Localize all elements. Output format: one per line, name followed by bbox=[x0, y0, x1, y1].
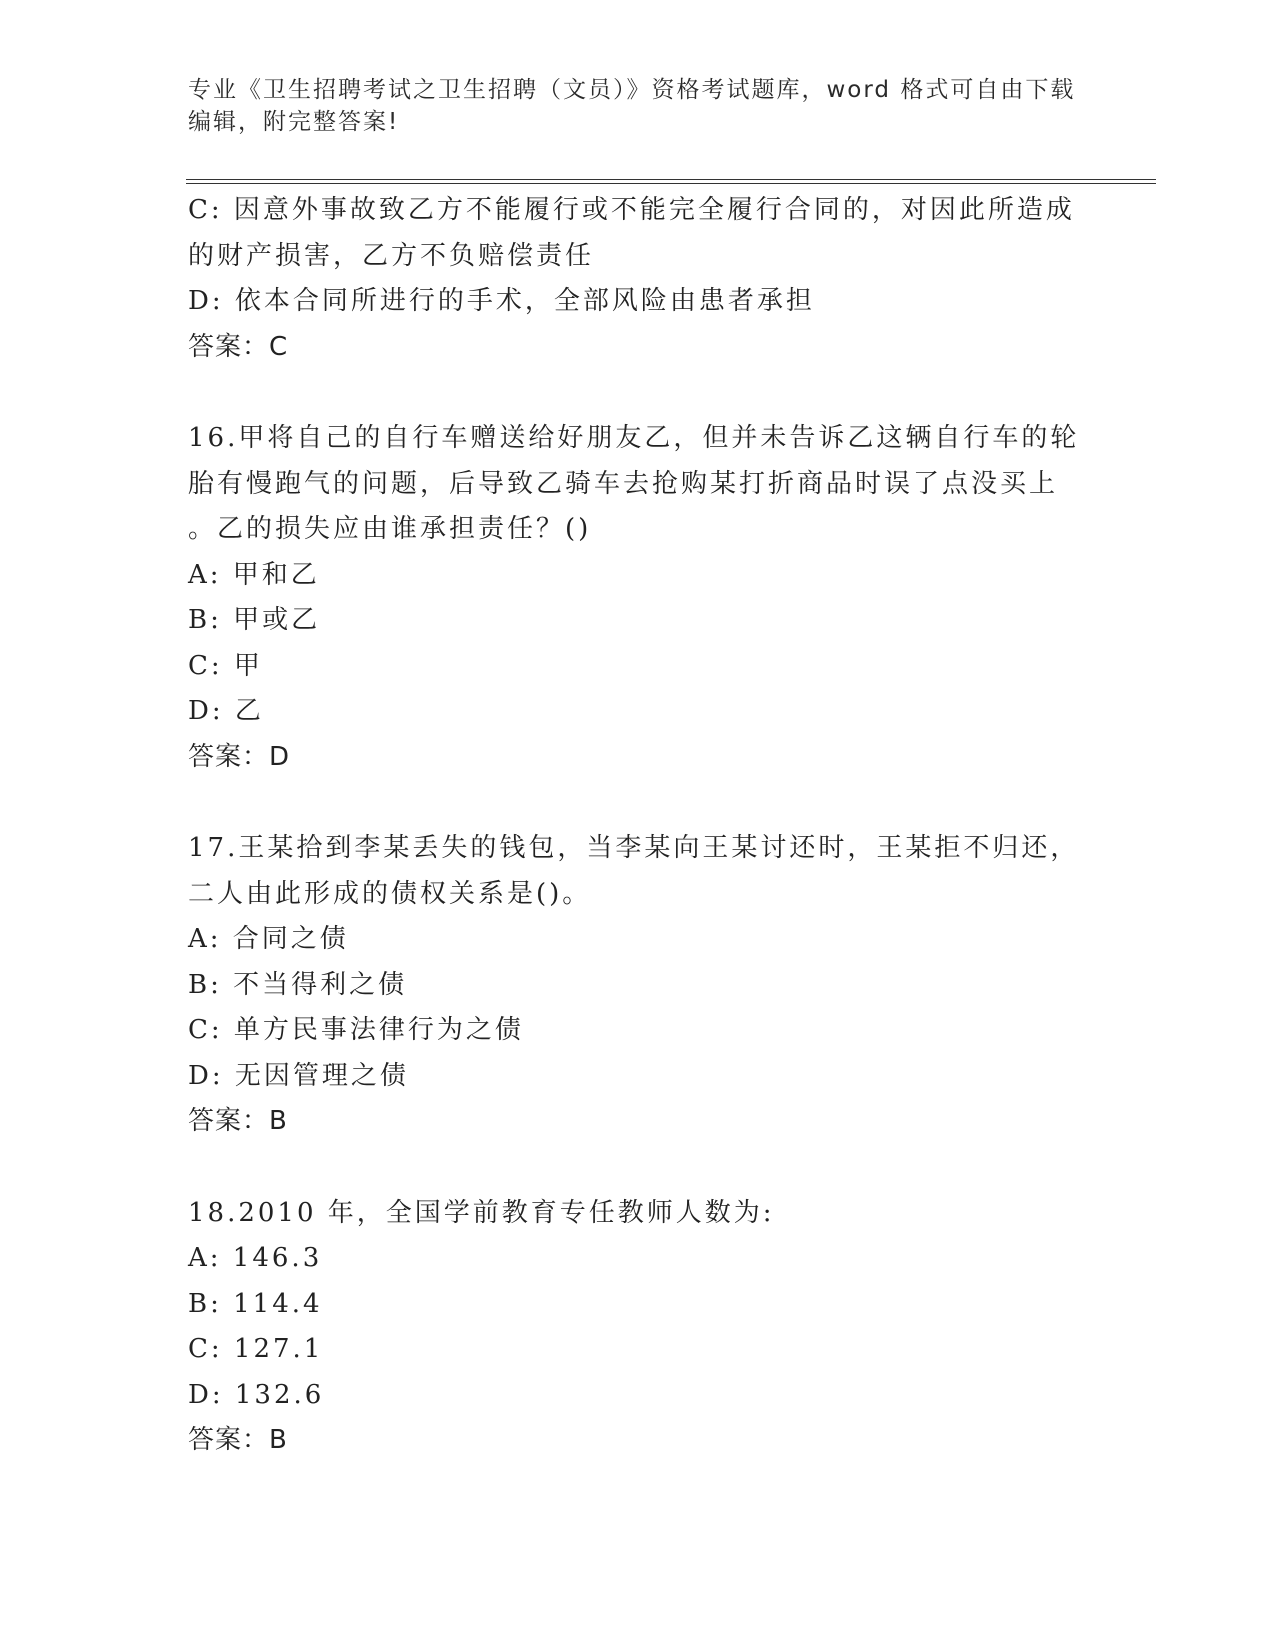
option-c: C: 127.1 bbox=[188, 1334, 324, 1364]
option-d: D: 无因管理之债 bbox=[188, 1060, 409, 1091]
answer: 答案：B bbox=[188, 1106, 288, 1136]
question-block-17 bbox=[188, 826, 1088, 1145]
question-text-line-1: 16.甲将自己的自行车赠送给好朋友乙，但并未告诉乙这辆自行车的轮 bbox=[188, 423, 1080, 453]
question-block-15 bbox=[188, 188, 1088, 370]
document-header bbox=[188, 74, 1088, 138]
answer: 答案：B bbox=[188, 1425, 288, 1455]
header-divider-top bbox=[186, 179, 1156, 180]
spacer bbox=[188, 370, 1088, 416]
answer: 答案：C bbox=[188, 331, 289, 362]
question-text-line-1: 17.王某拾到李某丢失的钱包，当李某向王某讨还时，王某拒不归还， bbox=[188, 833, 1080, 863]
question-text-line-1: 18.2010 年，全国学前教育专任教师人数为: bbox=[188, 1197, 775, 1228]
option-b: B: 不当得利之债 bbox=[188, 969, 408, 1000]
spacer bbox=[188, 1145, 1088, 1191]
option-c: C: 单方民事法律行为之债 bbox=[188, 1015, 524, 1045]
option-c: C: 甲 bbox=[188, 650, 263, 681]
header-line-2: 编辑，附完整答案! bbox=[188, 109, 400, 135]
answer: 答案：D bbox=[188, 741, 291, 772]
option-a: A: 146.3 bbox=[188, 1243, 323, 1273]
option-d: D: 乙 bbox=[188, 696, 264, 726]
question-text-line-2: 二人由此形成的债权关系是()。 bbox=[188, 878, 592, 909]
question-block-16 bbox=[188, 416, 1088, 780]
document-body bbox=[188, 188, 1088, 1464]
option-d: D: 依本合同所进行的手术，全部风险由患者承担 bbox=[188, 286, 815, 316]
option-b: B: 114.4 bbox=[188, 1288, 323, 1319]
option-a: A: 甲和乙 bbox=[188, 559, 320, 590]
question-text-line-2: 胎有慢跑气的问题，后导致乙骑车去抢购某打折商品时误了点没买上 bbox=[188, 468, 1059, 499]
header-divider-bottom bbox=[186, 183, 1156, 184]
header-line-1: 专业《卫生招聘考试之卫生招聘（文员）》资格考试题库，word 格式可自由下载 bbox=[188, 77, 1076, 103]
option-c-line-2: 的财产损害，乙方不负赔偿责任 bbox=[188, 240, 595, 271]
option-a: A: 合同之债 bbox=[188, 924, 349, 954]
question-block-18 bbox=[188, 1191, 1088, 1464]
spacer bbox=[188, 780, 1088, 826]
option-c-line-1: C: 因意外事故致乙方不能履行或不能完全履行合同的，对因此所造成 bbox=[188, 195, 1075, 225]
option-d: D: 132.6 bbox=[188, 1379, 325, 1410]
option-b: B: 甲或乙 bbox=[188, 605, 321, 635]
question-text-line-3: 。乙的损失应由谁承担责任？() bbox=[188, 514, 592, 544]
